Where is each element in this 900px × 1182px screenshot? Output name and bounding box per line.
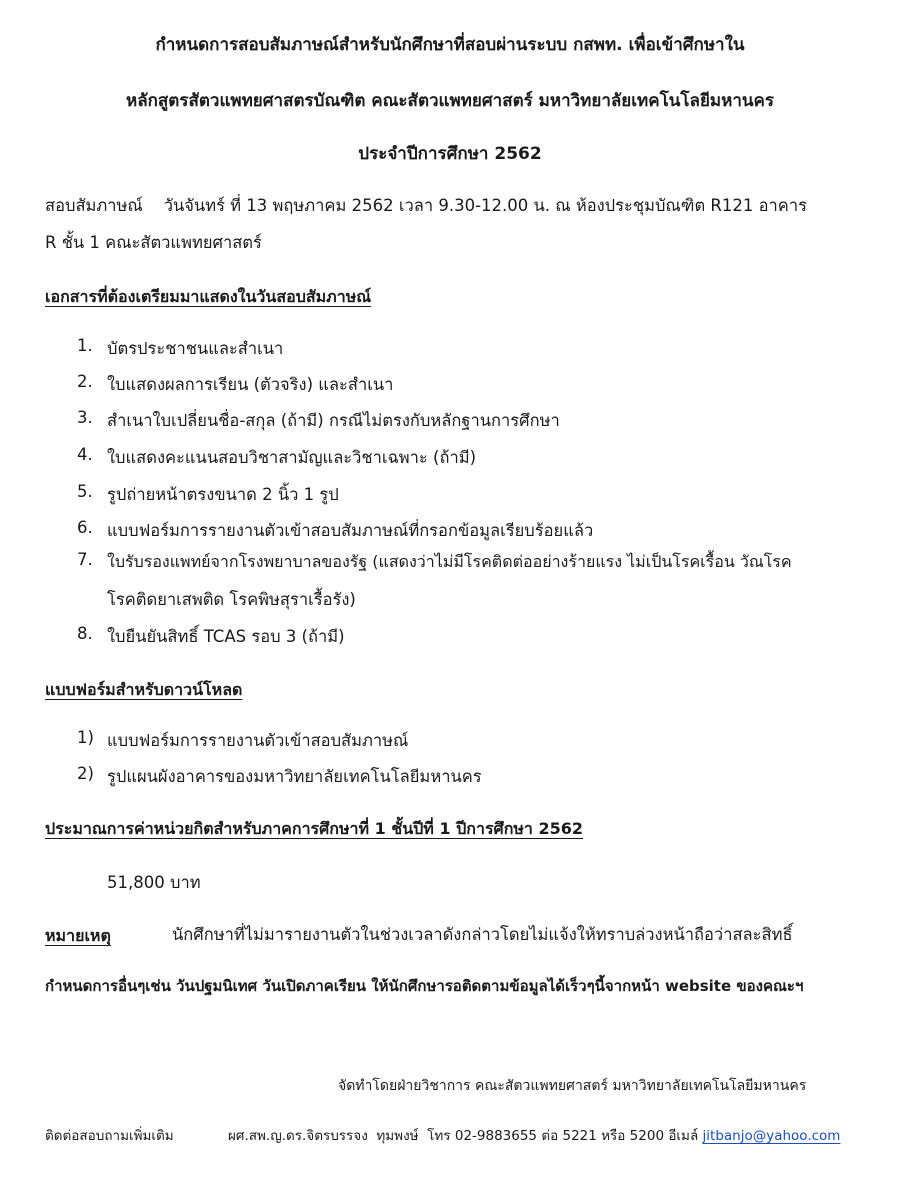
title-line-2: หลักสูตรสัตวแพทยศาสตรบัณฑิต คณะสัตวแพทยศาสตร์ มหาวิทยาลัยเทคโนโลยีมหานคร	[126, 91, 774, 111]
schedule-line-1: สอบสัมภาษณ์ วันจันทร์ ที่ 13 พฤษภาคม 2562 เวลา 9.30-12.00 น. ณ ห้องประชุมบัณฑิต R121 อาคาร	[45, 196, 807, 215]
title-line-1: กำหนดการสอบสัมภาษณ์สำหรับนักศึกษาที่สอบผ่านระบบ กสพท. เพื่อเข้าศึกษาใน	[155, 35, 745, 55]
prepared-by: จัดทำโดยฝ่ายวิชาการ คณะสัตวแพทยศาสตร์ มหาวิทยาลัยเทคโนโลยีมหานคร	[338, 1078, 807, 1094]
doc-item-text-continued: โรคติดยาเสพติด โรคพิษสุราเรื้อรัง)	[107, 590, 356, 609]
form-item-num: 1)	[77, 728, 94, 747]
contact-detail-text: ผศ.สพ.ญ.ดร.จิตรบรรจง ทุมพงษ์ โทร 02-9883655 ต่อ 5221 หรือ 5200 อีเมล์	[228, 1128, 699, 1144]
schedule-line-2: R ชั้น 1 คณะสัตวแพทยศาสตร์	[45, 233, 262, 252]
doc-item-text: ใบแสดงคะแนนสอบวิชาสามัญและวิชาเฉพาะ (ถ้ามี)	[107, 448, 477, 467]
doc-item-num: 6.	[77, 518, 93, 537]
other-schedule-note: กำหนดการอื่นๆเช่น วันปฐมนิเทศ วันเปิดภาคเรียน ให้นักศึกษารอติดตามข้อมูลได้เร็วๆนี้จากหน้า website ของคณะฯ	[45, 977, 804, 995]
doc-item-text: ใบรับรองแพทย์จากโรงพยาบาลของรัฐ (แสดงว่าไม่มีโรคติดต่ออย่างร้ายแรง ไม่เป็นโรคเรื้อน วัณโรค	[107, 552, 792, 571]
note-label: หมายเหตุ	[45, 926, 111, 945]
doc-item-num: 3.	[77, 408, 93, 427]
doc-item-num: 7.	[77, 550, 93, 569]
doc-item-num: 4.	[77, 445, 93, 464]
doc-item-text: สำเนาใบเปลี่ยนชื่อ-สกุล (ถ้ามี) กรณีไม่ตรงกับหลักฐานการศึกษา	[107, 411, 560, 430]
documents-heading: เอกสารที่ต้องเตรียมมาแสดงในวันสอบสัมภาษณ์	[45, 287, 372, 306]
form-item-link[interactable]: แบบฟอร์มการรายงานตัวเข้าสอบสัมภาษณ์	[107, 731, 409, 750]
note-text: นักศึกษาที่ไม่มารายงานตัวในช่วงเวลาดังกล่าวโดยไม่แจ้งให้ทราบล่วงหน้าถือว่าสละสิทธิ์	[172, 925, 793, 944]
title-line-3: ประจำปีการศึกษา 2562	[358, 144, 542, 164]
contact-label: ติดต่อสอบถามเพิ่มเติม	[45, 1128, 174, 1144]
form-item-link[interactable]: รูปแผนผังอาคารของมหาวิทยาลัยเทคโนโลยีมหานคร	[107, 767, 482, 786]
doc-item-num: 8.	[77, 624, 93, 643]
doc-item-text: ใบแสดงผลการเรียน (ตัวจริง) และสำเนา	[107, 375, 394, 394]
doc-item-text: บัตรประชาชนและสำเนา	[107, 339, 284, 358]
doc-item-text: แบบฟอร์มการรายงานตัวเข้าสอบสัมภาษณ์ที่กรอกข้อมูลเรียบร้อยแล้ว	[107, 521, 594, 540]
fee-heading: ประมาณการค่าหน่วยกิตสำหรับภาคการศึกษาที่ 1 ชั้นปีที่ 1 ปีการศึกษา 2562	[45, 819, 584, 838]
doc-item-num: 2.	[77, 372, 93, 391]
doc-item-num: 1.	[77, 336, 93, 355]
form-item-num: 2)	[77, 764, 94, 783]
contact-email-link[interactable]: jitbanjo@yahoo.com	[702, 1128, 841, 1144]
fee-amount: 51,800 บาท	[107, 873, 201, 892]
doc-item-text: ใบยืนยันสิทธิ์ TCAS รอบ 3 (ถ้ามี)	[107, 627, 345, 646]
doc-item-num: 5.	[77, 482, 93, 501]
contact-detail	[228, 1124, 840, 1146]
doc-item-text: รูปถ่ายหน้าตรงขนาด 2 นิ้ว 1 รูป	[107, 485, 339, 504]
forms-heading: แบบฟอร์มสำหรับดาวน์โหลด	[45, 680, 243, 699]
